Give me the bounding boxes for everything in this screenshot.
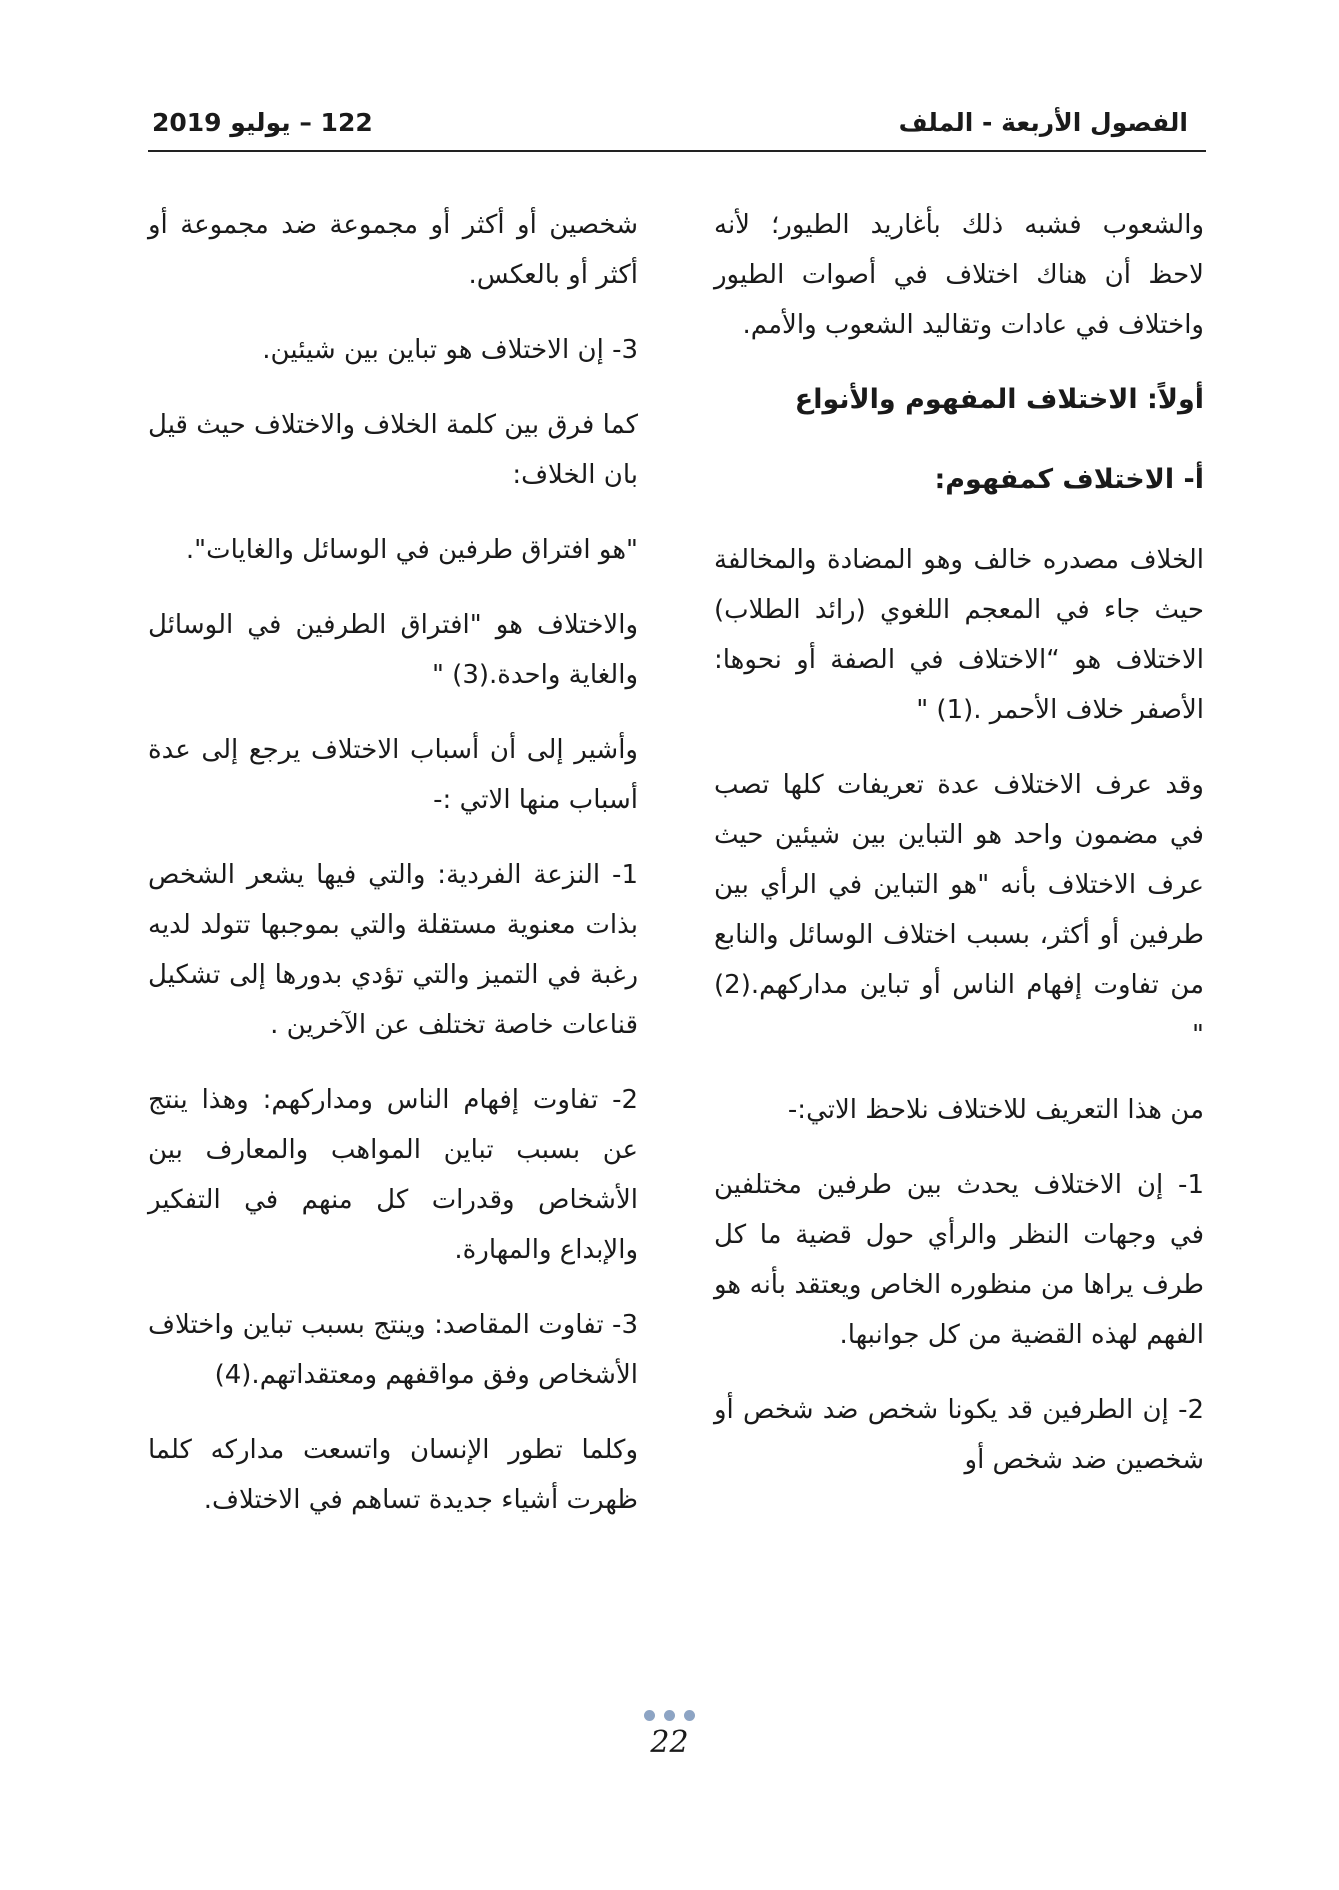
- quote-paragraph: "هو افتراق طرفين في الوسائل والغايات".: [185, 535, 638, 565]
- list-item: 2- تفاوت إفهام الناس ومداركهم: وهذا ينتج عن بسبب تباين المواهب والمعارف بين الأشخاص وقدرات كل منهم في التفكير والإبداع والمهارة.: [148, 1085, 638, 1265]
- ornament-dots-icon: [0, 1710, 1339, 1721]
- journal-title: الفصول الأربعة - الملف: [898, 108, 1188, 137]
- paragraph: من هذا التعريف للاختلاف نلاحظ الاتي:-: [787, 1095, 1204, 1125]
- subsection-heading: أ- الاختلاف كمفهوم:: [934, 464, 1204, 495]
- list-item: 1- النزعة الفردية: والتي فيها يشعر الشخص بذات معنوية مستقلة والتي بموجبها تتولد لديه رغبة في التميز والتي تؤدي بدورها إلى تشكيل قناعات خاصة تختلف عن الآخرين .: [148, 860, 638, 1040]
- page-footer: [0, 1710, 1339, 1760]
- paragraph: شخصين أو أكثر أو مجموعة ضد مجموعة أو أكثر أو بالعكس.: [148, 210, 638, 290]
- dot-icon: [684, 1710, 695, 1721]
- paragraph: وقد عرف الاختلاف عدة تعريفات كلها تصب في مضمون واحد هو التباين بين شيئين حيث عرف الاختلاف بأنه "هو التباين في الرأي بين طرفين أو أكثر، بسبب اختلاف الوسائل والنابع من تفاوت إفهام الناس أو تباين مداركهم.(2) ": [714, 770, 1204, 1050]
- paragraph: 2- إن الطرفين قد يكونا شخص ضد شخص أو شخصين ضد شخص أو: [714, 1395, 1204, 1475]
- page-number: 22: [650, 1725, 689, 1760]
- paragraph: الخلاف مصدره خالف وهو المضادة والمخالفة حيث جاء في المعجم اللغوي (رائد الطلاب) الاختلاف هو “الاختلاف في الصفة أو نحوها: الأصفر خلاف الأحمر .(1) ": [714, 545, 1204, 725]
- paragraph: والشعوب فشبه ذلك بأغاريد الطيور؛ لأنه لاحظ أن هناك اختلاف في أصوات الطيور واختلاف في عادات وتقاليد الشعوب والأمم.: [714, 210, 1204, 340]
- left-column: [148, 200, 638, 1550]
- dot-icon: [644, 1710, 655, 1721]
- dot-icon: [664, 1710, 675, 1721]
- issue-info: 122 – يوليو 2019: [152, 108, 373, 137]
- paragraph: وكلما تطور الإنسان واتسعت مداركه كلما ظهرت أشياء جديدة تساهم في الاختلاف.: [148, 1435, 638, 1515]
- paragraph: 3- إن الاختلاف هو تباين بين شيئين.: [262, 335, 638, 365]
- paragraph: كما فرق بين كلمة الخلاف والاختلاف حيث قيل بان الخلاف:: [148, 410, 638, 490]
- paragraph: 1- إن الاختلاف يحدث بين طرفين مختلفين في وجهات النظر والرأي حول قضية ما كل طرف يراها من منظوره الخاص ويعتقد بأنه هو الفهم لهذه القضية من كل جوانبها.: [714, 1170, 1204, 1350]
- list-item: 3- تفاوت المقاصد: وينتج بسبب تباين واختلاف الأشخاص وفق مواقفهم ومعتقداتهم.(4): [148, 1310, 638, 1390]
- right-column: [714, 200, 1204, 1510]
- paragraph: والاختلاف هو "افتراق الطرفين في الوسائل والغاية واحدة.(3) ": [148, 610, 638, 690]
- section-heading: أولاً: الاختلاف المفهوم والأنواع: [794, 384, 1204, 415]
- page-header: [148, 100, 1206, 152]
- paragraph: وأشير إلى أن أسباب الاختلاف يرجع إلى عدة أسباب منها الاتي :-: [148, 735, 638, 815]
